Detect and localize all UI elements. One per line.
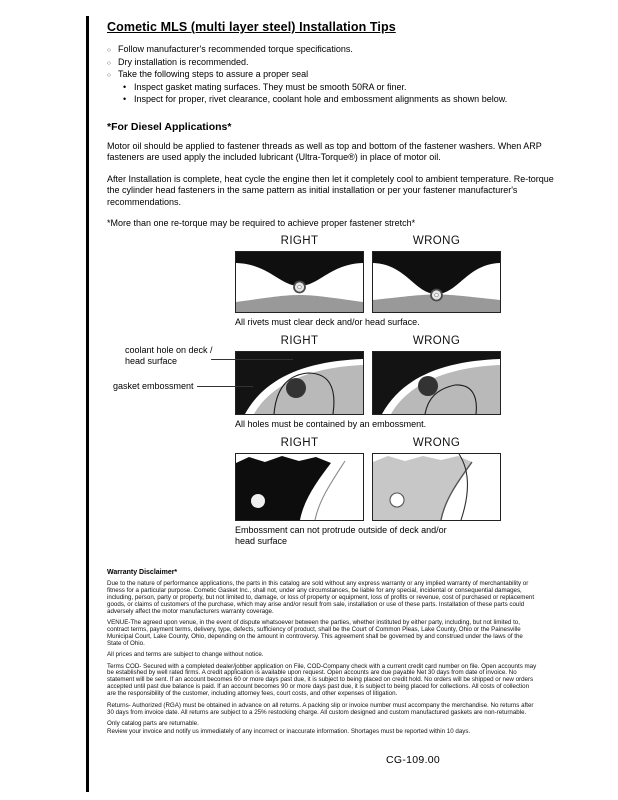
warranty-section xyxy=(107,569,537,736)
embossment-contained-right-panel xyxy=(235,351,364,415)
tip-item: ○ Take the following steps to assure a proper seal xyxy=(107,68,559,81)
row3-caption: Embossment can not protrude outside of deck and/or head surface xyxy=(235,525,447,546)
embossment-contained-wrong-panel xyxy=(372,351,501,415)
coolant-hole-label: coolant hole on deck / head surface xyxy=(125,345,213,366)
rivet-clearance-right-illustration xyxy=(236,252,363,312)
sub-tip-item: • Inspect gasket mating surfaces. They must be smooth 50RA or finer. xyxy=(123,81,559,94)
row2-caption: All holes must be contained by an embossment. xyxy=(235,419,427,429)
warranty-paragraph: Due to the nature of performance applications, the parts in this catalog are sold without any express warranty or any implied warranty of merchantability or fitness for a particular purpose. Cometic Gasket Inc., shall not, under any circumstances, be liable for any special, incidental or consequential damages, including, person, party or property, but not limited to, damage, or loss of property or equipment, loss of profits or revenue, cost of purchased or replacement goods, or claims of customers of the purchase, which may arise and/or result from sale, installation or use of these parts. Installation of these parts could adversely affect the motor manufacturers warranty coverage. xyxy=(107,580,535,615)
rivet-clearance-wrong-illustration xyxy=(373,252,500,312)
embossment-protrusion-right-illustration xyxy=(236,454,363,520)
tip-item: ○ Follow manufacturer's recommended torque specifications. xyxy=(107,43,559,56)
warranty-paragraph: All prices and terms are subject to change without notice. xyxy=(107,651,264,659)
embossment-protrusion-wrong-illustration xyxy=(373,454,500,520)
warranty-heading: Warranty Disclaimer* xyxy=(107,569,178,576)
document-content xyxy=(107,20,559,740)
right-label-row3: RIGHT xyxy=(280,437,319,449)
rivet-clearance-wrong-panel xyxy=(372,251,501,313)
diesel-paragraph-2: After Installation is complete, heat cycle the engine then let it completely cool to ambient temperature. Re-torque the cylinder head fasteners in the same pattern as initial installation or per your fastener manufacturer's recommendations. xyxy=(107,173,554,207)
warranty-paragraph: Review your invoice and notify us immediately of any incorrect or inaccurate information. Shortages must be reported within 10 days. xyxy=(107,727,471,735)
installation-tips-list xyxy=(107,43,559,106)
embossment-contained-wrong-illustration xyxy=(373,352,500,414)
wrong-label-row3: WRONG xyxy=(412,437,461,449)
warranty-paragraph: VENUE-The agreed upon venue, in the event of dispute whatsoever between the parties, whether instituted by either party, including, but not limited to, contract terms, payment terms, delivery, type, defects, sufficiency of product, shall be the Court of Common Pleas, Lake County, Ohio or the Painesville Municipal Court, Lake County, Ohio, depending on the amount in controversy. This agreement shall be governed by and construed under the laws of the State of Ohio. xyxy=(107,619,523,647)
coolant-hole-pointer-line xyxy=(211,359,293,360)
tip-item: ○ Dry installation is recommended. xyxy=(107,56,559,69)
retorque-note: *More than one re-torque may be required to achieve proper fastener stretch* xyxy=(107,218,416,228)
warranty-paragraph: Only catalog parts are returnable. xyxy=(107,719,199,727)
warranty-paragraph: Terms COD- Secured with a completed dealer/jobber application on File, COD-Company check with a current credit card number on file. Open accounts may be established by well rated firms. A credit application is available upon request. Open accounts are due payable Net 30 days from date of invoice. No statement will be sent. If an account becomes 60 or more days past due, it is subject to being placed on credit hold. No orders will be shipped or new orders accepted until past due balance is paid. If an account becomes 90 or more days past due, it is subject to being placed for collections. All costs of collection are the responsibility of the customer, including attorney fees, court costs, and other expenses of litigation. xyxy=(107,662,537,698)
wrong-label-row1: WRONG xyxy=(412,235,461,247)
gasket-embossment-pointer-line xyxy=(197,386,253,387)
sub-tip-item: • Inspect for proper, rivet clearance, coolant hole and embossment alignments as shown below. xyxy=(123,93,559,106)
left-margin-rule xyxy=(86,16,89,792)
wrong-label-row2: WRONG xyxy=(412,335,461,347)
diagram-section xyxy=(107,235,559,551)
embossment-protrusion-right-panel xyxy=(235,453,364,521)
gasket-embossment-label: gasket embossment xyxy=(113,381,194,391)
embossment-contained-right-illustration xyxy=(236,352,363,414)
right-label-row2: RIGHT xyxy=(280,335,319,347)
rivet-clearance-right-panel xyxy=(235,251,364,313)
embossment-protrusion-wrong-panel xyxy=(372,453,501,521)
page-title: Cometic MLS (multi layer steel) Installation Tips xyxy=(107,20,396,34)
diesel-applications-heading: *For Diesel Applications* xyxy=(107,120,232,133)
row1-caption: All rivets must clear deck and/or head surface. xyxy=(235,317,420,327)
page-code: CG-109.00 xyxy=(386,754,441,766)
warranty-paragraph: Returns- Authorized (RGA) must be obtained in advance on all returns. A packing slip or invoice number must accompany the merchandise. No returns after 30 days from invoice date. All returns are subject to a 25% restocking charge. All custom designed and custom manufactured gaskets are non-returnable. xyxy=(107,701,534,716)
right-label-row1: RIGHT xyxy=(280,235,319,247)
diesel-paragraph-1: Motor oil should be applied to fastener threads as well as top and bottom of the fastener washers. When ARP fasteners are used apply the included lubricant (Ultra-Torque®) in place of motor oil. xyxy=(107,140,542,162)
